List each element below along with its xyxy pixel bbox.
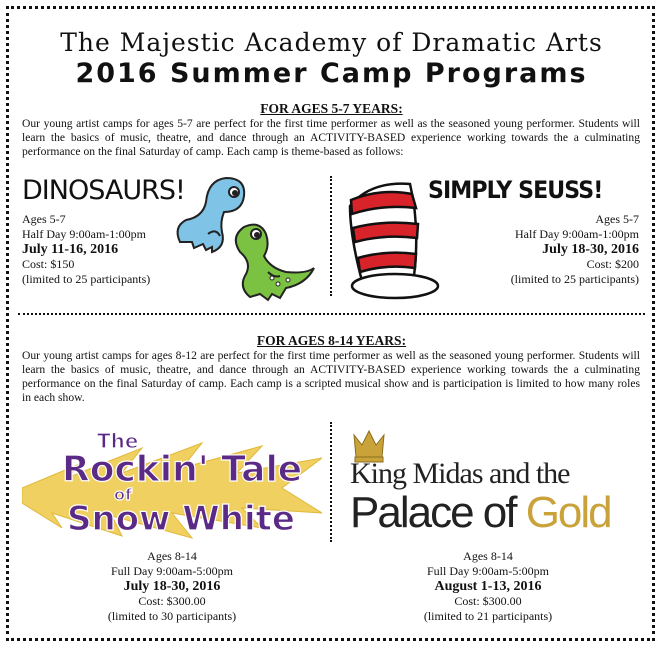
camp-ages: Ages 8-14 xyxy=(147,549,197,563)
logo-text-rockin-tale: Rockin' Tale xyxy=(62,449,303,490)
camp-ages: Ages 8-14 xyxy=(463,549,513,563)
camp-schedule: Full Day 9:00am-5:00pm xyxy=(111,564,233,578)
camp-limit: (limited to 25 participants) xyxy=(22,272,151,286)
section-heading-ages-8-14: FOR AGES 8-14 YEARS: xyxy=(256,333,407,348)
camp-schedule: Half Day 9:00am-1:00pm xyxy=(515,227,639,241)
camp-limit: (limited to 25 participants) xyxy=(510,272,639,286)
section-description-ages-5-7: Our young artist camps for ages 5-7 are perfect for the first time performer as well as the seasoned young performer. Students will learn the basics of music, theatre, and dance through an ACTIVITY-BASED experience working towards the a culminating performance on the final Saturday of camp. Each camp is theme-based as follows: xyxy=(22,117,640,158)
camp-limit: (limited to 21 participants) xyxy=(423,609,553,623)
camp-ages: Ages 5-7 xyxy=(595,212,639,226)
king-midas-logo xyxy=(340,425,640,540)
camp-info-snow-white xyxy=(22,549,322,624)
camp-schedule: Half Day 9:00am-1:00pm xyxy=(22,227,146,241)
logo-text-the: The xyxy=(97,429,139,453)
camp-dates: July 11-16, 2016 xyxy=(22,242,119,257)
camp-title-simply-seuss: SIMPLY SEUSS! xyxy=(428,176,603,204)
camp-ages: Ages 5-7 xyxy=(22,212,66,226)
section-description-ages-8-14: Our young artist camps for ages 8-12 are perfect for the first time performer as well as the seasoned young performer. Students will learn the basics of music, theatre, and dance through an ACTIVITY-BASED experience working towards the a culminating performance on the final Saturday of camp. Each camp is a scripted musical show and is participation is limited to how many roles in each show. xyxy=(22,349,640,404)
rockin-tale-snow-white-logo xyxy=(22,418,322,543)
column-divider xyxy=(330,422,332,542)
camp-dates: July 18-30, 2016 xyxy=(542,242,639,257)
section-heading-ages-5-7: FOR AGES 5-7 YEARS: xyxy=(260,101,403,116)
camp-cost: Cost: $150 xyxy=(22,257,75,271)
logo-text-palace-of: Palace of xyxy=(350,488,526,537)
column-divider xyxy=(330,176,332,296)
striped-hat-icon xyxy=(340,176,440,306)
logo-text-gold: Gold xyxy=(525,488,611,537)
dinosaur-icon xyxy=(168,172,318,307)
camp-schedule: Full Day 9:00am-5:00pm xyxy=(427,564,549,578)
camp-cost: Cost: $300.00 xyxy=(454,594,522,608)
academy-title: The Majestic Academy of Dramatic Arts xyxy=(60,28,603,57)
camp-limit: (limited to 30 participants) xyxy=(107,609,237,623)
camp-cost: Cost: $300.00 xyxy=(138,594,206,608)
camp-info-dinosaurs xyxy=(22,212,150,287)
camp-cost: Cost: $200 xyxy=(586,257,639,271)
section-divider xyxy=(18,313,645,315)
programs-title: 2016 Summer Camp Programs xyxy=(75,58,588,89)
camp-dates: August 1-13, 2016 xyxy=(434,579,542,594)
camp-info-king-midas xyxy=(338,549,638,624)
logo-text-of: of xyxy=(114,485,132,504)
svg-text:Palace of Gold xyxy=(350,488,611,537)
logo-text-snow-white: Snow White xyxy=(67,499,295,539)
logo-text-king-midas: King Midas and the xyxy=(350,457,570,490)
camp-info-simply-seuss xyxy=(511,212,639,287)
camp-dates: July 18-30, 2016 xyxy=(123,579,221,594)
camp-title-dinosaurs: DINOSAURS! xyxy=(22,175,185,206)
